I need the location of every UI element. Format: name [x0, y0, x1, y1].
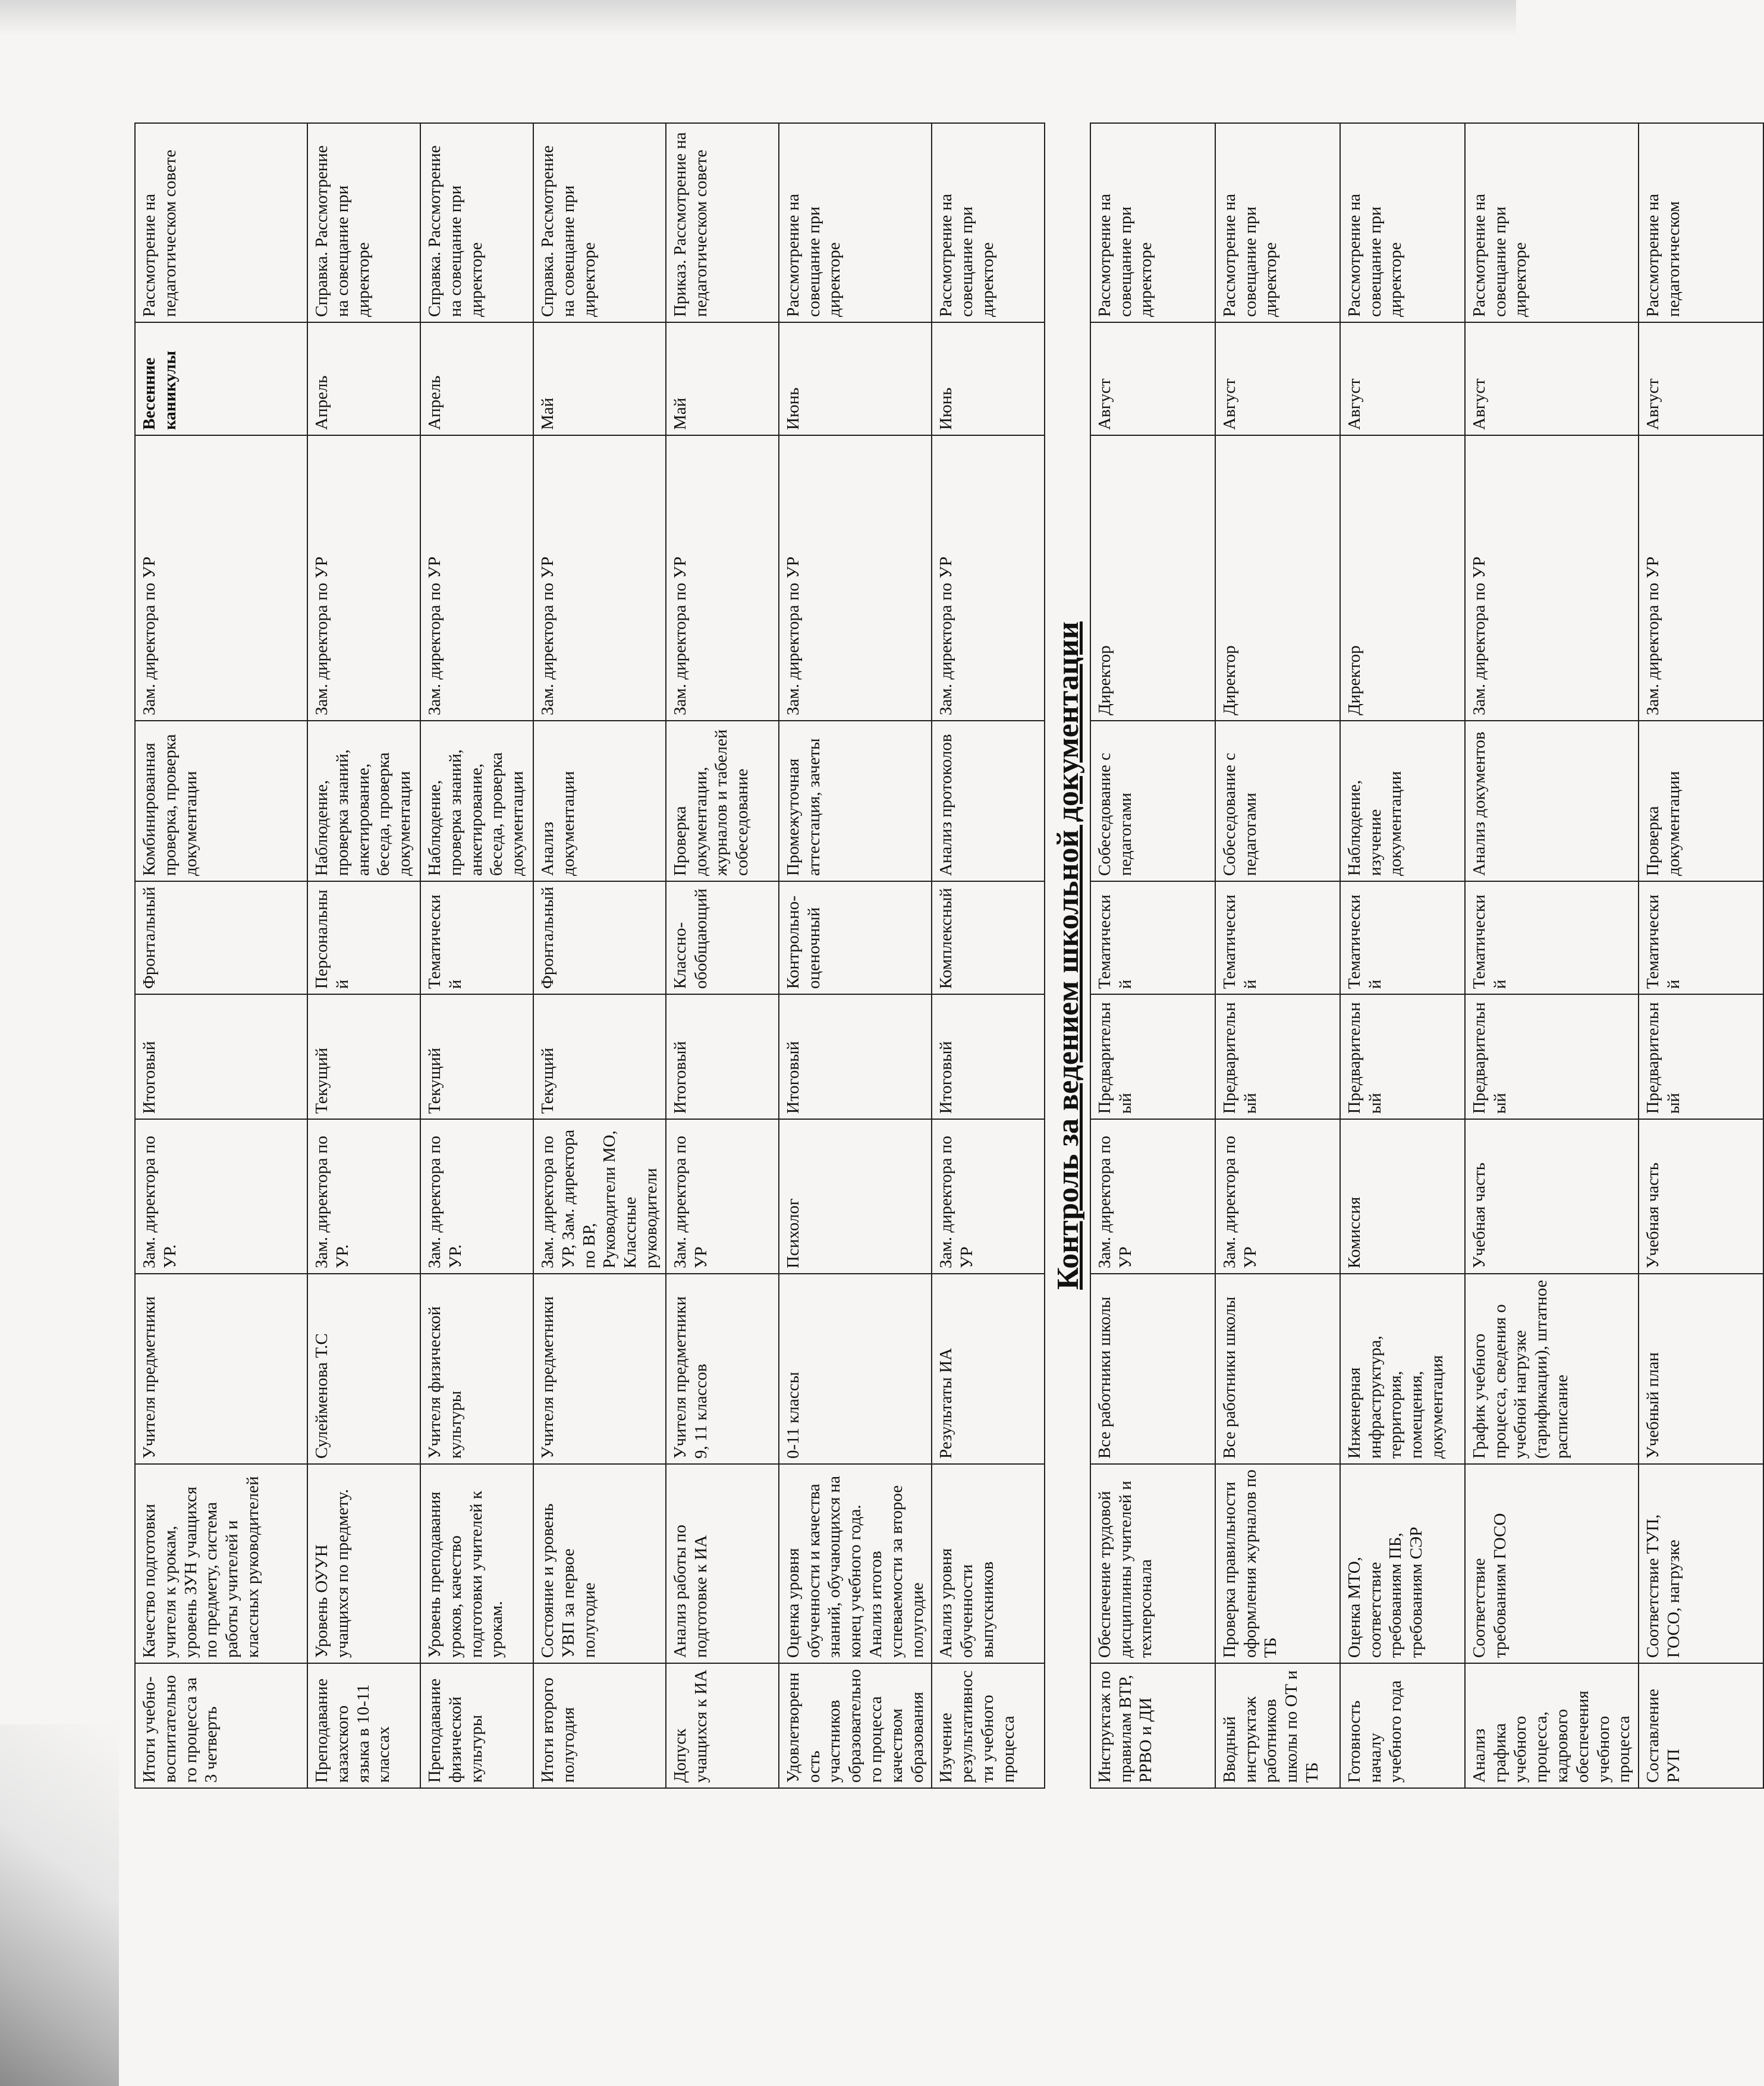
cell-timing: Апрель — [420, 322, 533, 435]
cell-kind: Предварительный — [1639, 994, 1763, 1119]
cell-timing: Август — [1090, 322, 1215, 435]
cell-subject: Итоги учебно-воспитательного процесса за 3 четверть — [135, 1663, 307, 1788]
cell-responsible: Зам. директора по УР. — [307, 1119, 420, 1274]
cell-responsible: Зам. директора по УР. — [420, 1119, 533, 1274]
cell-method: Анализ документации — [533, 721, 666, 881]
cell-result: Рассмотрение на совещание при директоре — [1340, 123, 1465, 322]
cell-object: Результаты ИА — [932, 1274, 1045, 1464]
cell-checker: Зам. директора по УР — [307, 435, 420, 721]
cell-result: Рассмотрение на совещание при директоре — [932, 123, 1045, 322]
cell-type: Тематический — [1639, 881, 1763, 994]
cell-result: Рассмотрение на совещание при директоре — [1090, 123, 1215, 322]
table-row — [307, 123, 420, 1788]
table-row — [135, 123, 307, 1788]
table-row — [932, 123, 1045, 1788]
cell-kind: Текущий — [307, 994, 420, 1119]
cell-method: Собеседование с педагогами — [1215, 721, 1340, 881]
cell-timing: Май — [666, 322, 779, 435]
cell-checker: Зам. директора по УР — [666, 435, 779, 721]
cell-type: Классно-обобщающий — [666, 881, 779, 994]
cell-kind: Итоговый — [932, 994, 1045, 1119]
rotated-document-content — [134, 124, 1683, 1789]
table-row — [1215, 123, 1340, 1788]
cell-subject: Преподавание казахского языка в 10-11 классах — [307, 1663, 420, 1788]
cell-timing: Июнь — [779, 322, 932, 435]
cell-method: Промежуточная аттестация, зачеты — [779, 721, 932, 881]
cell-checker: Зам. директора по УР — [932, 435, 1045, 721]
cell-object: 0-11 классы — [779, 1274, 932, 1464]
table-row — [420, 123, 533, 1788]
cell-method: Наблюдение, проверка знаний, анкетирование, беседа, проверка документации — [307, 721, 420, 881]
cell-type: Контрольно-оценочный — [779, 881, 932, 994]
cell-responsible: Учебная часть — [1465, 1119, 1639, 1274]
cell-subject: Итоги второго полугодия — [533, 1663, 666, 1788]
cell-kind: Итоговый — [779, 994, 932, 1119]
cell-object: Учителя предметники 9, 11 классов — [666, 1274, 779, 1464]
cell-timing: Август — [1465, 322, 1639, 435]
cell-subject: Составление РУП — [1639, 1663, 1763, 1788]
table-row — [666, 123, 779, 1788]
cell-object: Учителя предметники — [533, 1274, 666, 1464]
cell-result: Рассмотрение на совещание при директоре — [779, 123, 932, 322]
cell-checker: Директор — [1340, 435, 1465, 721]
table-row — [779, 123, 932, 1788]
table-row — [1090, 123, 1215, 1788]
cell-goal: Оценка МТО, соответствие требованиям ПБ, требованиям СЭР — [1340, 1464, 1465, 1663]
cell-checker: Зам. директора по УР — [1465, 435, 1639, 721]
cell-method: Наблюдение, проверка знаний, анкетирование, беседа, проверка документации — [420, 721, 533, 881]
cell-method: Проверка документации, журналов и табелей собеседование — [666, 721, 779, 881]
cell-goal: Состояние и уровень УВП за первое полугодие — [533, 1464, 666, 1663]
cell-goal: Проверка правильности оформления журналов по ТБ — [1215, 1464, 1340, 1663]
cell-subject: Готовность началу учебного года — [1340, 1663, 1465, 1788]
cell-goal: Качество подготовки учителя к урокам, уровень ЗУН учащихся по предмету, система работы учителей и классных руководителей — [135, 1464, 307, 1663]
cell-result: Рассмотрение на совещание при директоре — [1215, 123, 1340, 322]
cell-type: Фронтальный — [135, 881, 307, 994]
cell-object: Учителя предметники — [135, 1274, 307, 1464]
cell-checker: Зам. директора по УР — [135, 435, 307, 721]
cell-object: Инженерная инфраструктура, территория, помещения, документация — [1340, 1274, 1465, 1464]
table-top-section — [135, 123, 1045, 1788]
cell-method: Собеседование с педагогами — [1090, 721, 1215, 881]
cell-method: Анализ протоколов — [932, 721, 1045, 881]
cell-goal: Оценка уровня обученности и качества знаний, обучающихся на конец учебного года. Анализ итогов успеваемости за второе полугодие — [779, 1464, 932, 1663]
scan-edge-shadow-corner — [0, 1724, 119, 2086]
cell-result: Рассмотрение на педагогическом совете — [135, 123, 307, 322]
cell-method: Проверка документации — [1639, 721, 1763, 881]
cell-type: Тематический — [1090, 881, 1215, 994]
cell-subject: Преподавание физической культуры — [420, 1663, 533, 1788]
cell-kind: Итоговый — [666, 994, 779, 1119]
cell-type: Тематический — [420, 881, 533, 994]
cell-type: Фронтальный — [533, 881, 666, 994]
table-row — [1465, 123, 1639, 1788]
cell-kind: Текущий — [420, 994, 533, 1119]
cell-type: Комплексный — [932, 881, 1045, 994]
scan-edge-shadow-top — [0, 0, 1516, 36]
table-bottom-section — [1090, 123, 1763, 1788]
cell-result: Рассмотрение на совещание при директоре — [1465, 123, 1639, 322]
cell-subject: Допуск учащихся к ИА — [666, 1663, 779, 1788]
cell-result: Приказ. Рассмотрение на педагогическом совете — [666, 123, 779, 322]
cell-result: Справка. Рассмотрение на совещание при директоре — [420, 123, 533, 322]
cell-kind: Предварительный — [1465, 994, 1639, 1119]
cell-kind: Предварительный — [1340, 994, 1465, 1119]
cell-object: Учителя физической культуры — [420, 1274, 533, 1464]
cell-kind: Предварительный — [1215, 994, 1340, 1119]
cell-timing: Апрель — [307, 322, 420, 435]
cell-timing: Август — [1639, 322, 1763, 435]
cell-goal: Анализ уровня обученности выпускников — [932, 1464, 1045, 1663]
cell-timing-header: Весенние каникулы — [135, 322, 307, 435]
cell-checker: Зам. директора по УР — [420, 435, 533, 721]
cell-checker: Зам. директора по УР — [779, 435, 932, 721]
cell-goal: Обеспечение трудовой дисциплины учителей и техперсонала — [1090, 1464, 1215, 1663]
cell-kind: Итоговый — [135, 994, 307, 1119]
control-plan-table — [134, 122, 1764, 1789]
cell-checker: Директор — [1215, 435, 1340, 721]
cell-object: Сулейменова Т.С — [307, 1274, 420, 1464]
cell-goal: Уровень ОУУН учащихся по предмету. — [307, 1464, 420, 1663]
cell-type: Тематический — [1340, 881, 1465, 994]
cell-method: Комбинированная проверка, проверка документации — [135, 721, 307, 881]
cell-responsible: Психолог — [779, 1119, 932, 1274]
cell-result: Рассмотрение на педагогическом — [1639, 123, 1763, 322]
cell-kind: Предварительный — [1090, 994, 1215, 1119]
cell-timing: Май — [533, 322, 666, 435]
cell-result: Справка. Рассмотрение на совещание при директоре — [533, 123, 666, 322]
section-title-wrapper — [1045, 123, 1090, 1788]
cell-goal: Анализ работы по подготовке к ИА — [666, 1464, 779, 1663]
cell-subject: Вводный инструктаж работников школы по ОТ и ТБ — [1215, 1663, 1340, 1788]
cell-method: Анализ документов — [1465, 721, 1639, 881]
cell-checker: Директор — [1090, 435, 1215, 721]
cell-timing: Август — [1215, 322, 1340, 435]
cell-checker: Зам. директора по УР — [533, 435, 666, 721]
cell-subject: Изучение результативности учебного процесса — [932, 1663, 1045, 1788]
cell-responsible: Зам. директора по УР — [1215, 1119, 1340, 1274]
table-row — [1639, 123, 1763, 1788]
cell-goal: Соответствие требованиям ГОСО — [1465, 1464, 1639, 1663]
table-row — [533, 123, 666, 1788]
table-row — [1340, 123, 1465, 1788]
cell-type: Тематический — [1215, 881, 1340, 994]
cell-subject: Инструктаж по правилам ВТР, РРВО и ДИ — [1090, 1663, 1215, 1788]
cell-result: Справка. Рассмотрение на совещание при директоре — [307, 123, 420, 322]
cell-object: График учебного процесса, сведения о учебной нагрузке (тарификации), штатное расписание — [1465, 1274, 1639, 1464]
cell-type: Персональный — [307, 881, 420, 994]
cell-object: Все работники школы — [1215, 1274, 1340, 1464]
section-title-row — [1045, 123, 1090, 1788]
cell-timing: Август — [1340, 322, 1465, 435]
cell-type: Тематический — [1465, 881, 1639, 994]
cell-object: Все работники школы — [1090, 1274, 1215, 1464]
cell-subject: Анализ графика учебного процесса, кадрового обеспечения учебного процесса — [1465, 1663, 1639, 1788]
cell-responsible: Зам. директора по УР, Зам. директора по ВР, Руководители МО, Классные руководители — [533, 1119, 666, 1274]
cell-responsible: Зам. директора по УР — [932, 1119, 1045, 1274]
cell-responsible: Зам. директора по УР — [666, 1119, 779, 1274]
cell-goal: Уровень преподавания уроков, качество подготовки учителей к урокам. — [420, 1464, 533, 1663]
cell-goal: Соответствие ТУП, ГОСО, нагрузке — [1639, 1464, 1763, 1663]
cell-subject: Удовлетворенность участников образовательного процесса качеством образования — [779, 1663, 932, 1788]
cell-responsible: Зам. директора по УР — [1090, 1119, 1215, 1274]
section-title: Контроль за ведением школьной документации — [1045, 123, 1090, 1788]
cell-responsible: Зам. директора по УР. — [135, 1119, 307, 1274]
cell-responsible: Комиссия — [1340, 1119, 1465, 1274]
cell-responsible: Учебная часть — [1639, 1119, 1763, 1274]
cell-method: Наблюдение, изучение документации — [1340, 721, 1465, 881]
cell-object: Учебный план — [1639, 1274, 1763, 1464]
cell-timing: Июнь — [932, 322, 1045, 435]
cell-kind: Текущий — [533, 994, 666, 1119]
cell-checker: Зам. директора по УР — [1639, 435, 1763, 721]
